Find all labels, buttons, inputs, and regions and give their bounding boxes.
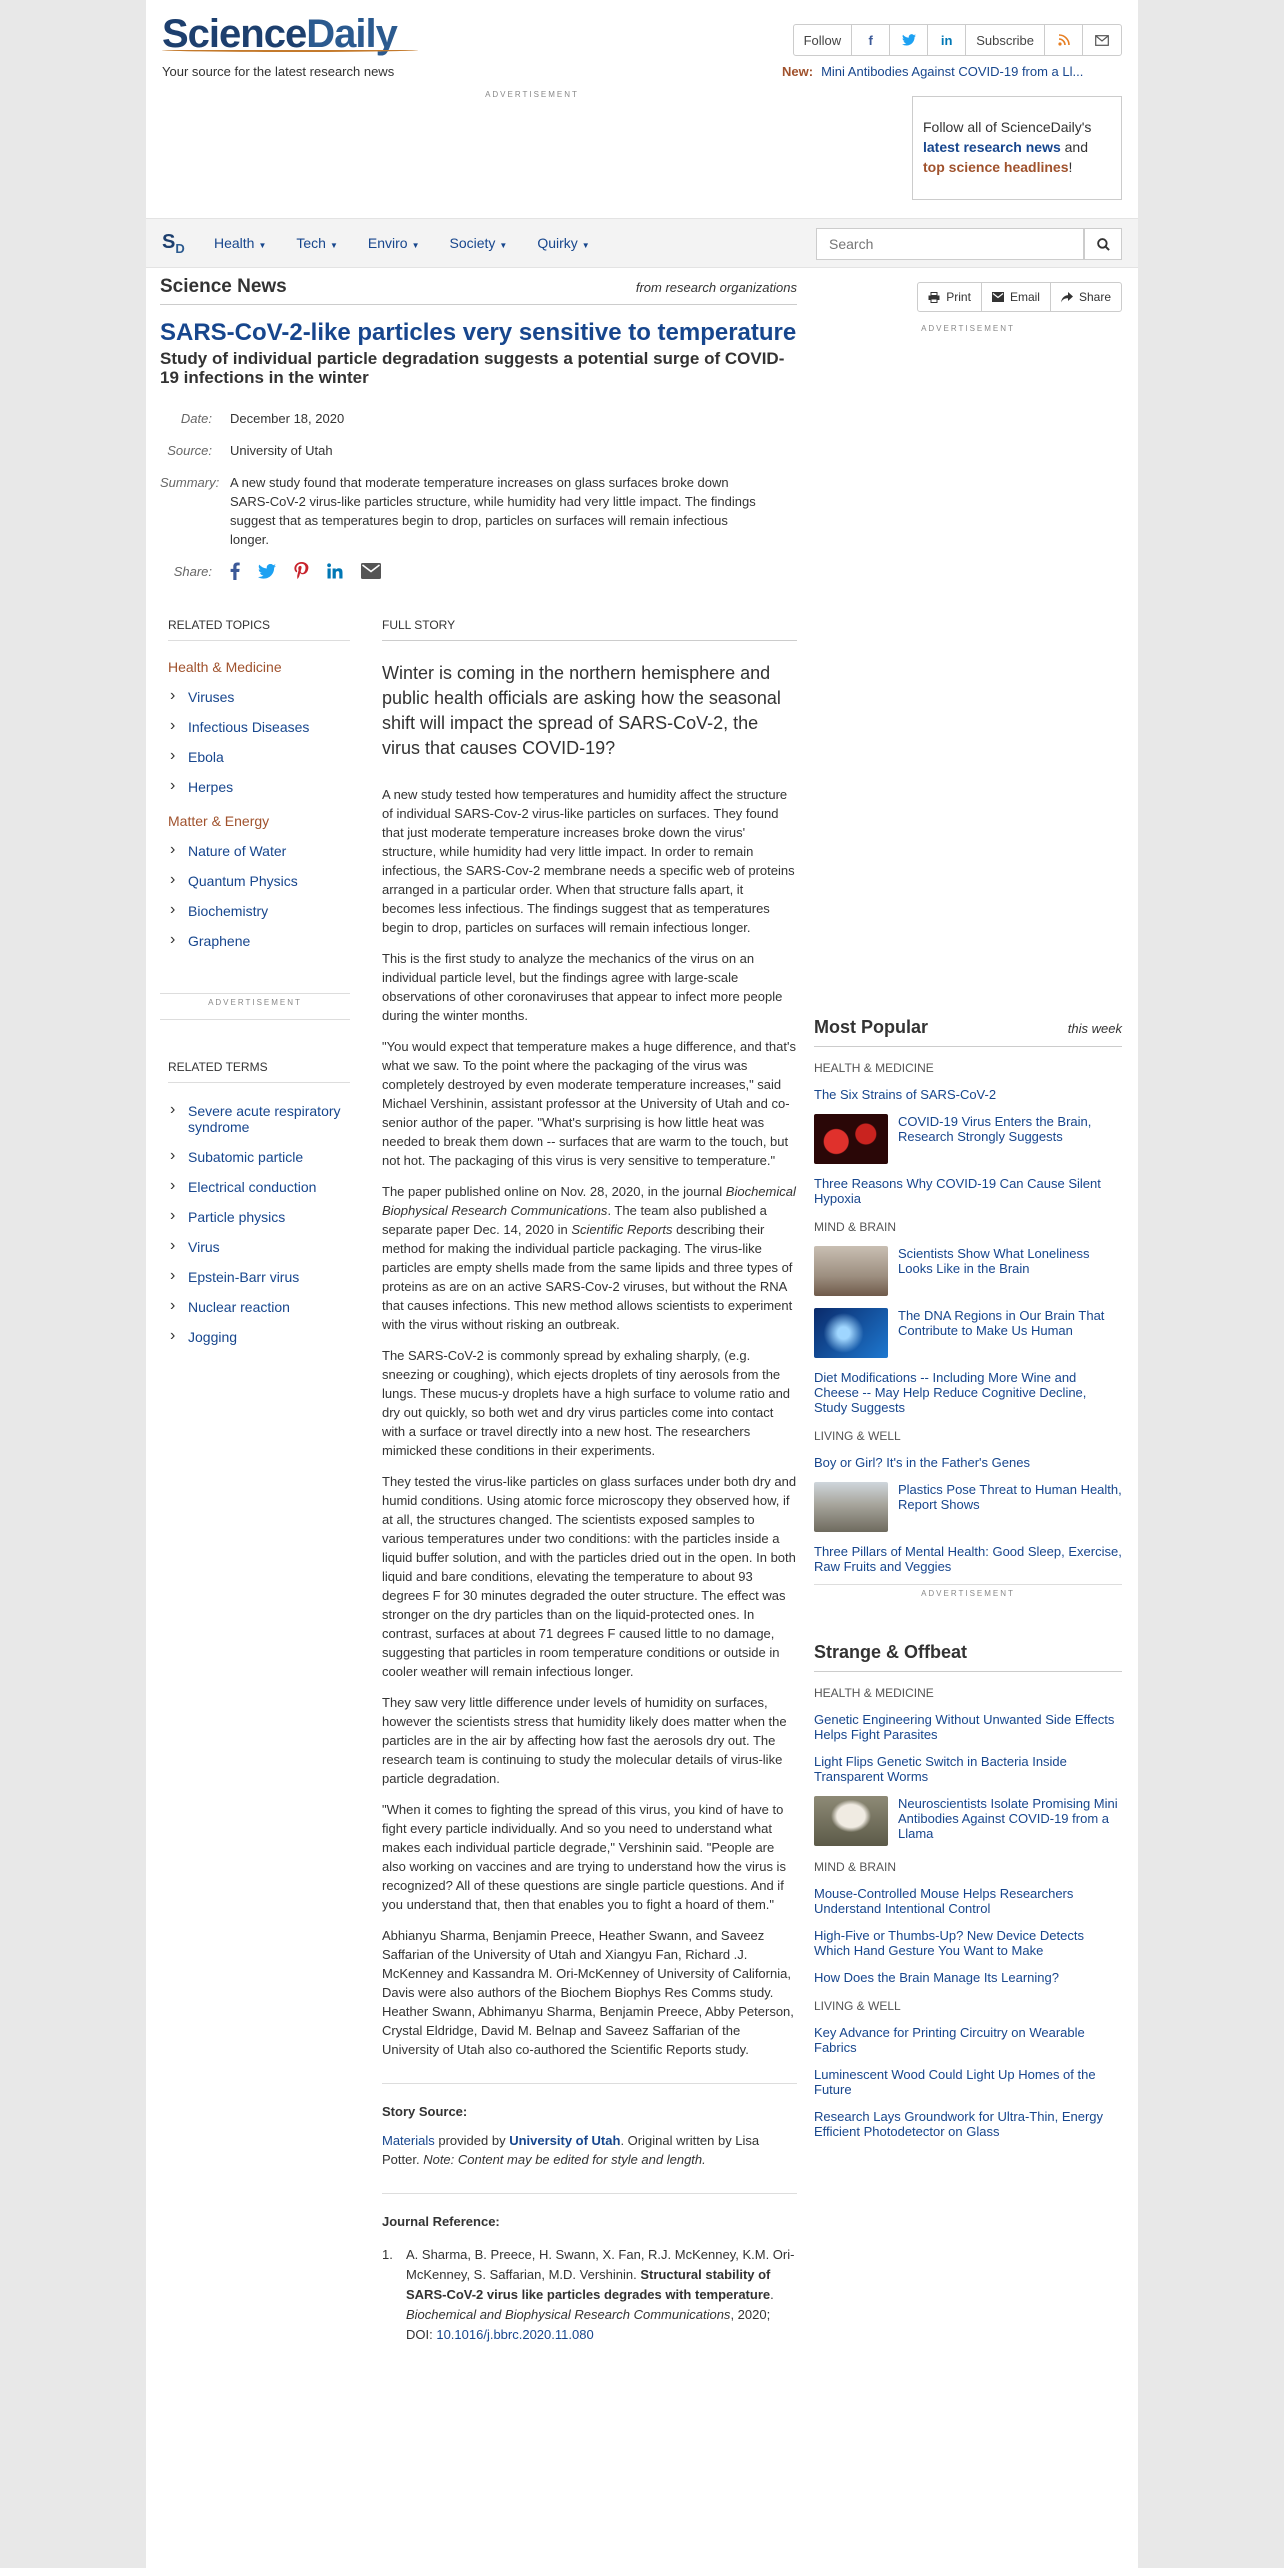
follow-box-text: Follow all of ScienceDaily's bbox=[923, 119, 1092, 135]
story-source-heading: Story Source: bbox=[382, 2104, 468, 2119]
meta-source bbox=[160, 441, 797, 460]
email-icon[interactable] bbox=[1083, 25, 1121, 55]
popular-thumb-title: Plastics Pose Threat to Human Health, Report Shows bbox=[898, 1482, 1122, 1512]
popular-thumb-item[interactable] bbox=[814, 1482, 1122, 1532]
share-label: Share bbox=[1078, 290, 1111, 304]
strange-link[interactable]: Research Lays Groundwork for Ultra-Thin, Energy Efficient Photodetector on Glass bbox=[814, 2109, 1104, 2139]
popular-thumb-item[interactable] bbox=[814, 1114, 1122, 1164]
strange-link[interactable]: Luminescent Wood Could Light Up Homes of the Future bbox=[814, 2067, 1096, 2097]
meta-label: Date: bbox=[180, 411, 212, 426]
popular-section-mind: MIND & BRAIN bbox=[814, 1220, 897, 1234]
story-paragraph: This is the first study to analyze the mechanics of the virus on an individual particle level, but the findings agree with large-scale observations of other coronaviruses that appear to infect more people during the winter months. bbox=[382, 951, 783, 1023]
story-paragraph: They saw very little difference under levels of humidity on surfaces, however the scientists stress that humidity likely does matter when the particles are in the air by affecting how fast the aerosols dry out. The research team is continuing to study the molecular details of virus-like particle degradation. bbox=[382, 1695, 787, 1786]
topic-link[interactable]: › Infectious Diseases bbox=[168, 719, 350, 735]
print-icon bbox=[928, 292, 940, 303]
email-icon bbox=[992, 292, 1004, 302]
most-popular-period[interactable]: this week bbox=[1067, 1021, 1122, 1036]
follow-box-and: and bbox=[1060, 139, 1088, 155]
strange-link[interactable]: Genetic Engineering Without Unwanted Side Effects Helps Fight Parasites bbox=[814, 1712, 1115, 1742]
share-arrow-icon bbox=[1061, 292, 1073, 303]
pub-text: describing their method for making the individual particle packaging. The virus-like particles are empty shells made from the same lipids and three types of proteins as are on an active SARS-Cov-2 viruses, but without the RNA that causes infections. This new method allows scientists to experiment with the virus without risking an outbreak. bbox=[382, 1222, 793, 1332]
source-text: provided by bbox=[434, 2133, 510, 2148]
strange-link[interactable]: Key Advance for Printing Circuitry on Wearable Fabrics bbox=[814, 2025, 1085, 2055]
top-science-headlines-link[interactable]: top science headlines bbox=[923, 159, 1069, 175]
caret-down-icon: ▼ bbox=[329, 241, 338, 250]
term-link[interactable]: › Severe acute respiratory syndrome bbox=[168, 1103, 350, 1135]
logo-daily: Daily bbox=[306, 12, 397, 56]
nav-logo-d: D bbox=[175, 241, 185, 256]
article-tools bbox=[814, 282, 1122, 312]
term-link[interactable]: › Virus bbox=[168, 1239, 350, 1255]
ref-number: 1. bbox=[382, 2247, 393, 2262]
divider bbox=[382, 2193, 797, 2194]
meta-label: Summary: bbox=[160, 475, 220, 490]
social-follow-bar bbox=[793, 24, 1122, 56]
follow-box-bang: ! bbox=[1068, 159, 1073, 175]
page bbox=[146, 0, 1138, 2568]
strange-thumb-item[interactable] bbox=[814, 1796, 1122, 1846]
popular-link[interactable]: The Six Strains of SARS-CoV-2 bbox=[814, 1087, 997, 1102]
most-popular-title: Most Popular bbox=[814, 1017, 929, 1037]
plastics-thumbnail bbox=[814, 1482, 888, 1532]
nav-item-label: Tech bbox=[296, 235, 326, 251]
share-row bbox=[160, 562, 797, 580]
related-topics-heading: RELATED TOPICS bbox=[168, 618, 350, 641]
new-headline-ticker bbox=[782, 64, 1083, 79]
email-label: Email bbox=[1009, 290, 1040, 304]
topic-link[interactable]: › Herpes bbox=[168, 779, 350, 795]
linkedin-icon[interactable]: in bbox=[928, 25, 966, 55]
popular-link[interactable]: Diet Modifications -- Including More Wine and Cheese -- May Help Reduce Cognitive Decline, Study Suggests bbox=[814, 1370, 1087, 1415]
ref-title: Structural stability of SARS-CoV-2 virus like particles degrades with temperature bbox=[406, 2267, 771, 2302]
ref-authors: A. Sharma, B. Preece, H. Swann, X. Fan, R.J. McKenney, K.M. Ori-McKenney, S. Saffarian, M.D. Vershinin. bbox=[406, 2247, 795, 2282]
strange-thumb-title: Neuroscientists Isolate Promising Mini Antibodies Against COVID-19 from a Llama bbox=[898, 1796, 1118, 1841]
topic-category-health[interactable]: Health & Medicine bbox=[168, 659, 282, 675]
dna-thumbnail bbox=[814, 1308, 888, 1358]
nav-item-enviro[interactable] bbox=[368, 235, 420, 251]
follow-label: Follow bbox=[794, 25, 853, 55]
story-paragraph: "You would expect that temperature makes a huge difference, and that's what we saw. To the point where the packaging of the virus was completely destroyed by even moderate temperature increases," said Michael Vershinin, assistant professor at the University of Utah and co-senior author of the paper. "What's surprising is how little heat was needed to break them down -- surfaces that are warm to the touch, but not hot. The packaging of this virus is very sensitive to temperature." bbox=[382, 1039, 796, 1168]
nav-item-society[interactable] bbox=[450, 235, 508, 251]
source-text: . Original written by Lisa Potter. bbox=[382, 2133, 760, 2167]
bench-thumbnail bbox=[814, 1246, 888, 1296]
new-label: New: bbox=[782, 64, 814, 79]
ref-journal: Biochemical and Biophysical Research Communications bbox=[406, 2307, 731, 2322]
meta-value: University of Utah bbox=[230, 443, 333, 458]
latest-research-news-link[interactable]: latest research news bbox=[923, 139, 1061, 155]
meta-date bbox=[160, 409, 797, 428]
follow-box bbox=[912, 96, 1122, 200]
source-note: Note: Content may be edited for style and length. bbox=[423, 2152, 706, 2167]
strange-link[interactable]: Mouse-Controlled Mouse Helps Researchers Understand Intentional Control bbox=[814, 1886, 1074, 1916]
strange-link[interactable]: Light Flips Genetic Switch in Bacteria Inside Transparent Worms bbox=[814, 1754, 1067, 1784]
popular-thumb-title: Scientists Show What Loneliness Looks Like in the Brain bbox=[898, 1246, 1090, 1276]
journal-reference bbox=[382, 2245, 797, 2345]
article-subtitle: Study of individual particle degradation suggests a potential surge of COVID-19 infections in the winter bbox=[160, 349, 785, 387]
strange-link[interactable]: High-Five or Thumbs-Up? New Device Detects Which Hand Gesture You Want to Make bbox=[814, 1928, 1084, 1958]
share-label: Share: bbox=[173, 563, 212, 579]
nav-item-tech[interactable] bbox=[296, 235, 338, 251]
story-lede: Winter is coming in the northern hemisphere and public health officials are asking how the seasonal shift will impact the spread of SARS-CoV-2, the virus that causes COVID-19? bbox=[382, 663, 781, 758]
ref-doi-link[interactable]: 10.1016/j.bbrc.2020.11.080 bbox=[436, 2327, 594, 2342]
tagline: Your source for the latest research news bbox=[162, 64, 395, 79]
story-source bbox=[382, 2131, 797, 2169]
full-story bbox=[382, 618, 797, 2345]
new-headline-link[interactable]: Mini Antibodies Against COVID-19 from a Ll... bbox=[821, 64, 1084, 79]
meta-summary bbox=[160, 473, 797, 549]
term-link[interactable]: › Subatomic particle bbox=[168, 1149, 350, 1165]
strange-section-living: LIVING & WELL bbox=[814, 1999, 901, 2013]
nav-item-quirky[interactable] bbox=[537, 235, 589, 251]
popular-thumb-title: COVID-19 Virus Enters the Brain, Research Strongly Suggests bbox=[898, 1114, 1092, 1144]
search-button[interactable] bbox=[1084, 228, 1122, 260]
related-terms-heading: RELATED TERMS bbox=[168, 1060, 350, 1083]
ad-label: ADVERTISEMENT bbox=[208, 998, 302, 1007]
share-button[interactable] bbox=[1051, 283, 1121, 311]
ref-body: A. Sharma, B. Preece, H. Swann, X. Fan, R.J. McKenney, K.M. Ori-McKenney, S. Saffarian, M.D. Vershinin. Structural stability of SARS-CoV-2 virus like particles degrades with temperature. Biochemical and Biophysical Research Communications, 2020; DOI: 10.1016/j.bbrc.2020.11.080 bbox=[406, 2247, 795, 2342]
ad-label: ADVERTISEMENT bbox=[485, 90, 579, 99]
popular-thumb-item[interactable] bbox=[814, 1246, 1122, 1296]
divider bbox=[382, 2083, 797, 2084]
rss-icon[interactable] bbox=[1045, 25, 1083, 55]
strange-offbeat-title: Strange & Offbeat bbox=[814, 1642, 968, 1662]
related-sidebar bbox=[160, 618, 350, 1345]
nav-menu bbox=[214, 235, 620, 251]
linkedin-icon[interactable] bbox=[327, 563, 343, 579]
strange-section-mind: MIND & BRAIN bbox=[814, 1860, 897, 1874]
article-tools-bar bbox=[917, 282, 1122, 312]
nav-logo-s: S bbox=[162, 231, 176, 253]
popular-thumb-item[interactable] bbox=[814, 1308, 1122, 1358]
story-paragraph: They tested the virus-like particles on glass surfaces under both dry and humid conditions. Using atomic force microscopy they observed how, if at all, the structures changed. The scientists exposed samples to various temperatures under two conditions: with the particles inside a liquid buffer solution, and with the particles dried out in the open. In both liquid and bare conditions, elevating the temperature to about 93 degrees F for 30 minutes degraded the outer structure. The effect was stronger on the dry particles than on the liquid-protected ones. In contrast, surfaces at about 71 degrees F caused little to no damage, suggesting that particles in room temperature conditions or outside in cooler weather will remain infectious longer. bbox=[382, 1474, 797, 1679]
journal-reference-heading: Journal Reference: bbox=[382, 2214, 500, 2229]
term-link[interactable]: › Epstein-Barr virus bbox=[168, 1269, 350, 1285]
llama-thumbnail bbox=[814, 1796, 888, 1846]
nav-item-label: Quirky bbox=[537, 235, 578, 251]
article-title: SARS-CoV-2-like particles very sensitive to temperature bbox=[160, 319, 797, 346]
popular-link[interactable]: Three Reasons Why COVID-19 Can Cause Silent Hypoxia bbox=[814, 1176, 1101, 1206]
topic-link[interactable]: › Ebola bbox=[168, 749, 350, 765]
section-header bbox=[160, 276, 797, 305]
popular-thumb-title: The DNA Regions in Our Brain That Contribute to Make Us Human bbox=[898, 1308, 1105, 1338]
strange-offbeat-header bbox=[814, 1642, 1122, 1672]
facebook-icon[interactable] bbox=[230, 562, 240, 580]
logo-science: Science bbox=[162, 12, 307, 56]
topic-link[interactable]: › Graphene bbox=[168, 933, 350, 949]
story-paragraph-publication bbox=[382, 1182, 797, 1334]
story-paragraph: "When it comes to fighting the spread of this virus, you kind of have to fight every particle individually. And so you need to understand what makes each individual particle degrade," Vershinin said. "People are also working on vaccines and are trying to understand how the virus is recognized? All of these questions are single particle questions. And if you understand that, then that enables you to fight a hoard of them." bbox=[382, 1802, 786, 1912]
main-nav bbox=[146, 218, 1138, 268]
nav-logo[interactable] bbox=[162, 231, 185, 256]
topic-link[interactable]: › Viruses bbox=[168, 689, 350, 705]
pub-text: . The team also published a separate paper Dec. 14, 2020 in bbox=[382, 1203, 767, 1237]
virus-thumbnail bbox=[814, 1114, 888, 1164]
materials-link[interactable]: Materials bbox=[382, 2133, 435, 2148]
term-link[interactable]: › Particle physics bbox=[168, 1209, 350, 1225]
term-link[interactable]: › Jogging bbox=[168, 1329, 350, 1345]
article-meta bbox=[160, 409, 797, 549]
topic-link[interactable]: › Nature of Water bbox=[168, 843, 350, 859]
story-paragraph: A new study tested how temperatures and humidity affect the structure of individual SARS-Cov-2 virus-like particles on surfaces. They found that just moderate temperature increases broke down the virus' structure, while humidity had very little impact. In order to remain infectious, the SARS-Cov-2 membrane needs a specific web of proteins arranged in a particular order. When that structure falls apart, it becomes less infectious. The findings suggest that as temperatures begin to drop, particles on surfaces will remain infectious longer. bbox=[382, 787, 795, 935]
story-paragraph: Abhianyu Sharma, Benjamin Preece, Heather Swann, and Saveez Saffarian of the University of Utah and Xiangyu Fan, Richard .J. McKenney and Kassandra M. Ori-McKenney of University of California, Davis were also authors of the Biochem Biophys Res Comms study. Heather Swann, Abhimanyu Sharma, Benjamin Preece, Abby Peterson, Crystal Eldridge, David M. Belnap and Saveez Saffarian of the University of Utah also co-authored the Scientific Reports study. bbox=[382, 1928, 794, 2057]
meta-value: December 18, 2020 bbox=[230, 411, 345, 426]
meta-label: Source: bbox=[167, 443, 212, 458]
ref-year: , 2020; DOI: bbox=[406, 2307, 771, 2342]
popular-section-health: HEALTH & MEDICINE bbox=[814, 1061, 934, 1075]
strange-link[interactable]: How Does the Brain Manage Its Learning? bbox=[814, 1970, 1059, 1985]
left-ad-slot bbox=[160, 993, 350, 1020]
twitter-icon[interactable] bbox=[258, 564, 276, 579]
popular-section-living: LIVING & WELL bbox=[814, 1429, 901, 1443]
pinterest-icon[interactable] bbox=[294, 562, 309, 580]
pub-text: The paper published online on Nov. 28, 2020, in the journal bbox=[382, 1184, 726, 1199]
right-ad-slot bbox=[814, 1584, 1122, 1598]
topic-link[interactable]: › Biochemistry bbox=[168, 903, 350, 919]
caret-down-icon: ▼ bbox=[258, 241, 267, 250]
twitter-icon[interactable] bbox=[890, 25, 928, 55]
caret-down-icon: ▼ bbox=[581, 241, 590, 250]
meta-value: A new study found that moderate temperature increases on glass surfaces broke down SARS-CoV-2 virus-like particles structure, while humidity had very little impact. The findings suggest that as temperatures begin to drop, particles on surfaces will remain infectious longer. bbox=[230, 475, 756, 547]
nav-item-label: Health bbox=[214, 235, 255, 251]
pub-journal: Scientific Reports bbox=[571, 1222, 673, 1237]
popular-link[interactable]: Boy or Girl? It's in the Father's Genes bbox=[814, 1455, 1030, 1470]
popular-link[interactable]: Three Pillars of Mental Health: Good Sleep, Exercise, Raw Fruits and Veggies bbox=[814, 1544, 1122, 1574]
main-content bbox=[160, 276, 797, 2342]
right-column bbox=[814, 282, 1122, 2139]
strange-section-health: HEALTH & MEDICINE bbox=[814, 1686, 934, 1700]
print-label: Print bbox=[946, 290, 971, 304]
most-popular-header bbox=[814, 1017, 1122, 1047]
ad-label: ADVERTISEMENT bbox=[921, 324, 1015, 333]
section-from: from research organizations bbox=[635, 280, 797, 295]
caret-down-icon: ▼ bbox=[411, 241, 420, 250]
top-ad-slot bbox=[162, 90, 902, 99]
email-button[interactable] bbox=[982, 283, 1051, 311]
section-title: Science News bbox=[160, 276, 287, 297]
nav-item-health[interactable] bbox=[214, 235, 266, 251]
print-button[interactable] bbox=[918, 283, 982, 311]
topic-link[interactable]: › Quantum Physics bbox=[168, 873, 350, 889]
source-org-link[interactable]: University of Utah bbox=[509, 2133, 621, 2148]
pub-journal: Biochemical Biophysical Research Communications bbox=[382, 1184, 796, 1218]
full-story-heading: FULL STORY bbox=[382, 618, 797, 641]
nav-item-label: Society bbox=[449, 235, 496, 251]
logo-swoosh bbox=[162, 48, 418, 52]
search-icon bbox=[1097, 238, 1110, 251]
subscribe-button[interactable]: Subscribe bbox=[966, 25, 1045, 55]
nav-item-label: Enviro bbox=[367, 235, 408, 251]
facebook-icon[interactable]: f bbox=[852, 25, 890, 55]
caret-down-icon: ▼ bbox=[499, 241, 508, 250]
term-link[interactable]: › Electrical conduction bbox=[168, 1179, 350, 1195]
search-input[interactable] bbox=[816, 228, 1084, 260]
ad-label: ADVERTISEMENT bbox=[921, 1589, 1015, 1598]
topic-category-matter[interactable]: Matter & Energy bbox=[168, 813, 270, 829]
email-share-icon[interactable] bbox=[361, 563, 381, 579]
term-link[interactable]: › Nuclear reaction bbox=[168, 1299, 350, 1315]
story-paragraph: The SARS-CoV-2 is commonly spread by exhaling sharply, (e.g. sneezing or coughing), which ejects droplets of tiny aerosols from the lungs. These mucus-y droplets have a high surface to volume ratio and dry out quickly, so both wet and dry virus particles come into contact with a surface or travel directly into a new host. The researchers mimicked these conditions in their experiments. bbox=[382, 1348, 791, 1458]
